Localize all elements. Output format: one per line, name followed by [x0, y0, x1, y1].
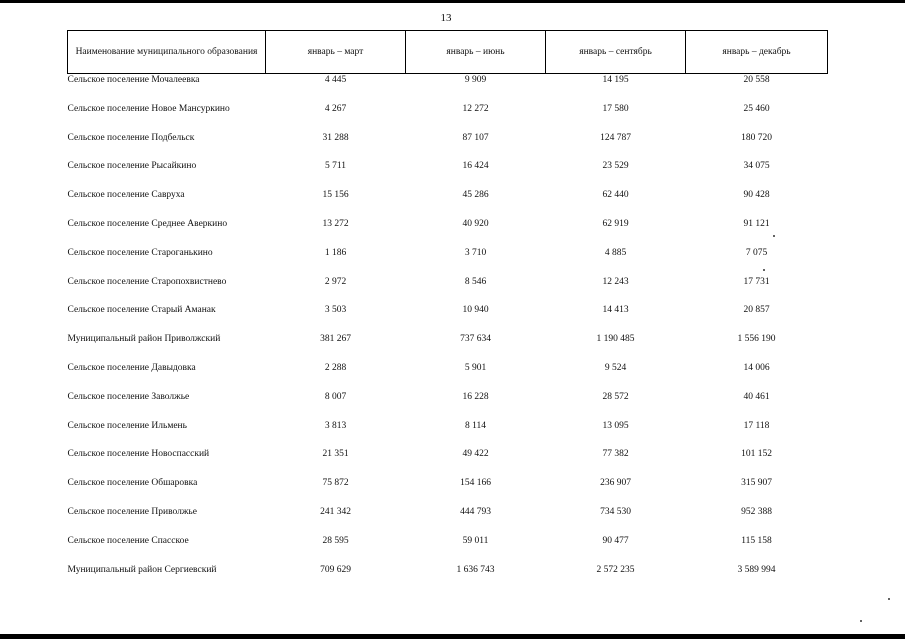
municipality-name-cell: Сельское поселение Обшаровка — [67, 478, 198, 489]
municipality-name-cell: Сельское поселение Старый Аманак — [67, 305, 216, 316]
table-row — [68, 420, 828, 449]
municipality-name-cell: Сельское поселение Мочалеевка — [67, 75, 200, 85]
value-9m-cell: 90 477 — [602, 535, 629, 546]
data-table — [67, 30, 828, 592]
value-q1-cell: 31 288 — [322, 132, 349, 143]
scan-speck — [773, 235, 775, 237]
table-row — [68, 218, 828, 247]
value-year-cell: 20 558 — [743, 75, 770, 85]
municipality-name-cell: Сельское поселение Среднее Аверкино — [67, 218, 228, 229]
value-h1-cell: 10 940 — [462, 305, 489, 316]
value-q1-cell: 3 503 — [324, 305, 347, 316]
table-row — [68, 391, 828, 420]
value-q1-cell: 709 629 — [320, 564, 351, 575]
value-h1-cell: 5 901 — [464, 362, 487, 373]
header-9m: январь – сентябрь — [546, 31, 686, 74]
value-year-cell: 180 720 — [741, 132, 772, 143]
municipality-name-cell: Сельское поселение Новое Мансуркино — [67, 103, 230, 114]
table-row — [68, 535, 828, 564]
value-9m-cell: 14 413 — [602, 305, 629, 316]
value-9m-cell: 9 524 — [604, 362, 627, 373]
value-q1-cell: 15 156 — [322, 190, 349, 201]
value-h1-cell: 40 920 — [462, 218, 489, 229]
table-row — [68, 304, 828, 333]
value-year-cell: 17 118 — [743, 420, 770, 431]
value-year-cell: 17 731 — [743, 276, 770, 287]
value-h1-cell: 16 228 — [462, 391, 489, 402]
value-year-cell: 7 075 — [745, 247, 768, 258]
value-h1-cell: 3 710 — [464, 247, 487, 258]
value-q1-cell: 28 595 — [322, 535, 349, 546]
value-9m-cell: 124 787 — [600, 132, 631, 143]
value-year-cell: 34 075 — [743, 161, 770, 172]
value-9m-cell: 77 382 — [602, 449, 629, 460]
table-row — [68, 189, 828, 218]
municipality-name-cell: Муниципальный район Сергиевский — [67, 564, 217, 575]
table-row — [68, 103, 828, 132]
value-q1-cell: 13 272 — [322, 218, 349, 229]
value-q1-cell: 21 351 — [322, 449, 349, 460]
table-row — [68, 247, 828, 276]
municipality-name-cell: Сельское поселение Приволжье — [67, 506, 197, 517]
value-9m-cell: 62 919 — [602, 218, 629, 229]
value-h1-cell: 8 546 — [464, 276, 487, 287]
value-9m-cell: 734 530 — [600, 506, 631, 517]
municipality-name-cell: Сельское поселение Новоспасский — [67, 449, 210, 460]
municipality-name-cell: Сельское поселение Старопохвистнево — [67, 276, 227, 287]
bottom-scan-border — [0, 634, 905, 639]
value-year-cell: 115 158 — [741, 535, 772, 546]
value-h1-cell: 87 107 — [462, 132, 489, 143]
value-q1-cell: 5 711 — [324, 161, 347, 172]
municipality-name-cell: Сельское поселение Спасское — [67, 535, 189, 546]
value-h1-cell: 12 272 — [462, 103, 489, 114]
value-h1-cell: 45 286 — [462, 190, 489, 201]
table-row — [68, 333, 828, 362]
value-q1-cell: 8 007 — [324, 391, 347, 402]
table-row — [68, 74, 828, 103]
value-9m-cell: 2 572 235 — [596, 564, 635, 575]
value-h1-cell: 737 634 — [460, 334, 491, 345]
table-row — [68, 506, 828, 535]
municipality-name-cell: Сельское поселение Староганькино — [67, 247, 213, 258]
value-h1-cell: 1 636 743 — [456, 564, 495, 575]
table-row — [68, 448, 828, 477]
value-q1-cell: 2 288 — [324, 362, 347, 373]
value-9m-cell: 62 440 — [602, 190, 629, 201]
municipality-name-cell: Сельское поселение Подбельск — [67, 132, 195, 143]
value-year-cell: 14 006 — [743, 362, 770, 373]
municipality-name-cell: Сельское поселение Давыдовка — [67, 362, 196, 373]
header-q1: январь – март — [266, 31, 406, 74]
value-q1-cell: 3 813 — [324, 420, 347, 431]
value-9m-cell: 1 190 485 — [596, 334, 635, 345]
value-year-cell: 952 388 — [741, 506, 772, 517]
value-9m-cell: 13 095 — [602, 420, 629, 431]
table-row — [68, 362, 828, 391]
value-9m-cell: 12 243 — [602, 276, 629, 287]
header-municipality: Наименование муниципального образования — [68, 31, 266, 74]
scan-speck — [888, 598, 890, 600]
value-h1-cell: 59 011 — [462, 535, 489, 546]
value-year-cell: 3 589 994 — [737, 564, 776, 575]
table-row — [68, 160, 828, 189]
value-9m-cell: 14 195 — [602, 75, 629, 85]
value-h1-cell: 16 424 — [462, 161, 489, 172]
table-header-row — [68, 31, 828, 74]
value-q1-cell: 75 872 — [322, 478, 349, 489]
value-9m-cell: 17 580 — [602, 103, 629, 114]
page-number: 13 — [440, 12, 452, 24]
value-year-cell: 101 152 — [741, 449, 772, 460]
municipality-name-cell: Сельское поселение Заволжье — [67, 391, 190, 402]
header-year: январь – декабрь — [686, 31, 828, 74]
table-row — [68, 477, 828, 506]
value-h1-cell: 49 422 — [462, 449, 489, 460]
value-q1-cell: 1 186 — [324, 247, 347, 258]
value-year-cell: 20 857 — [743, 305, 770, 316]
municipality-name-cell: Сельское поселение Рысайкино — [67, 161, 197, 172]
value-9m-cell: 23 529 — [602, 161, 629, 172]
table-row — [68, 564, 828, 593]
table-row — [68, 276, 828, 305]
value-year-cell: 25 460 — [743, 103, 770, 114]
value-9m-cell: 236 907 — [600, 478, 631, 489]
value-year-cell: 90 428 — [743, 190, 770, 201]
value-h1-cell: 9 909 — [464, 75, 487, 85]
table-row — [68, 132, 828, 161]
header-h1: январь – июнь — [406, 31, 546, 74]
scan-speck — [763, 269, 765, 271]
municipality-name-cell: Сельское поселение Ильмень — [67, 420, 187, 431]
value-h1-cell: 154 166 — [460, 478, 491, 489]
value-year-cell: 315 907 — [741, 478, 772, 489]
value-year-cell: 40 461 — [743, 391, 770, 402]
value-year-cell: 1 556 190 — [737, 334, 776, 345]
municipality-name-cell: Муниципальный район Приволжский — [67, 334, 221, 345]
value-9m-cell: 28 572 — [602, 391, 629, 402]
top-scan-border — [0, 0, 905, 3]
value-q1-cell: 381 267 — [320, 334, 351, 345]
value-q1-cell: 2 972 — [324, 276, 347, 287]
value-q1-cell: 4 267 — [324, 103, 347, 114]
municipality-name-cell: Сельское поселение Савруха — [67, 190, 185, 201]
value-h1-cell: 8 114 — [464, 420, 487, 431]
value-q1-cell: 4 445 — [324, 75, 347, 85]
value-q1-cell: 241 342 — [320, 506, 351, 517]
value-9m-cell: 4 885 — [604, 247, 627, 258]
table-body — [68, 74, 828, 593]
value-h1-cell: 444 793 — [460, 506, 491, 517]
scan-speck — [860, 620, 862, 622]
value-year-cell: 91 121 — [743, 218, 770, 229]
